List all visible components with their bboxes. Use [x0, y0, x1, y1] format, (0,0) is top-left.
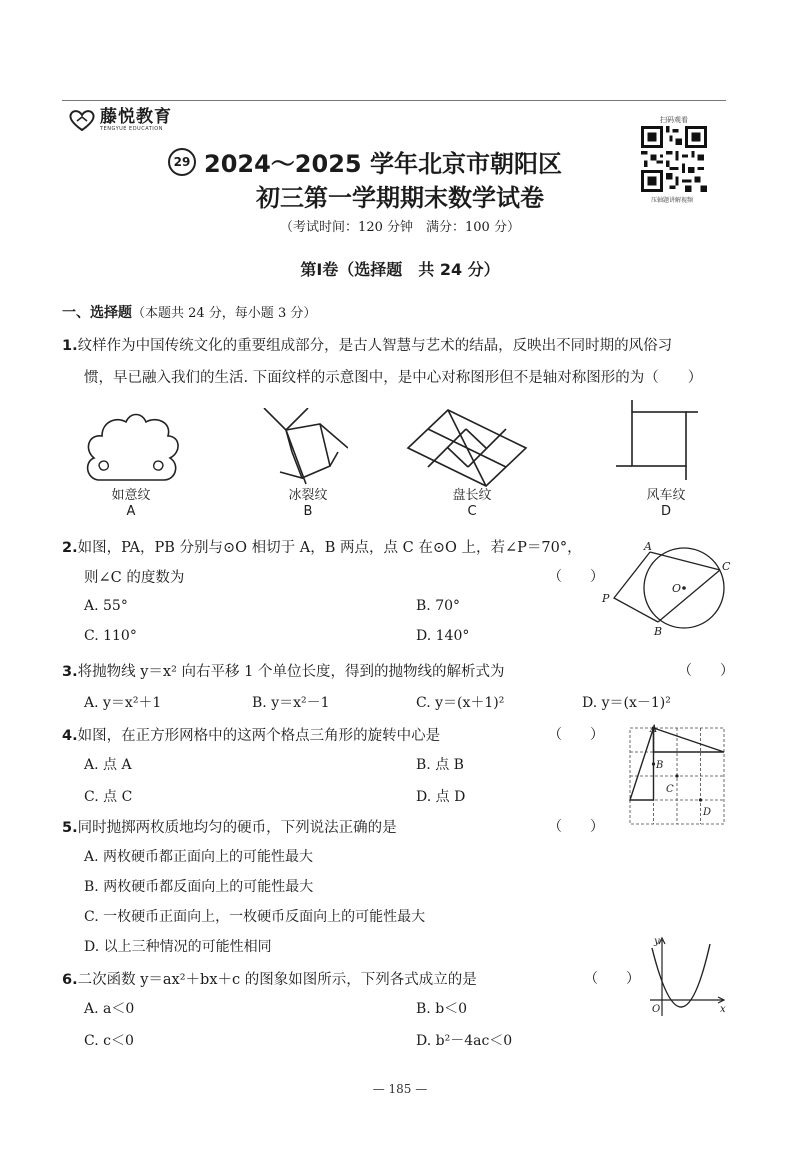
q5-answer-blank[interactable]: （ ）	[548, 819, 604, 835]
q1-line-1	[62, 334, 672, 355]
q2-option-a[interactable]: A. 55°	[84, 598, 128, 614]
q3-answer-blank[interactable]: （ ）	[678, 663, 734, 679]
fig4-label-a: A	[650, 724, 658, 735]
q6-option-a[interactable]: A. a＜0	[84, 1001, 135, 1017]
page-number: — 185 —	[372, 1082, 428, 1096]
fig6-label-y: y	[654, 936, 660, 947]
q5-option-c[interactable]: C. 一枚硬币正面向上，一枚硬币反面向上的可能性最大	[84, 909, 426, 925]
ice-crack-pattern-figure	[262, 408, 348, 488]
fig6-label-o: O	[652, 1004, 661, 1015]
q3-number: 3.	[62, 664, 78, 680]
q4-option-c[interactable]: C. 点 C	[84, 789, 133, 805]
q5-line-1	[62, 816, 397, 837]
caption-a-name: 如意纹	[111, 488, 151, 503]
fig2-label-o: O	[672, 582, 682, 595]
q3-option-b[interactable]: B. y＝x²－1	[252, 695, 330, 711]
q6-answer-blank[interactable]: （ ）	[584, 971, 640, 987]
q6-option-b[interactable]: B. b＜0	[416, 1001, 468, 1017]
q2-answer-blank[interactable]: （ ）	[548, 569, 604, 585]
q2-option-b[interactable]: B. 70°	[416, 598, 461, 614]
q2-number: 2.	[62, 540, 78, 556]
option-a-caption	[91, 488, 171, 520]
q1-text-1: 纹样作为中国传统文化的重要组成部分，是古人智慧与艺术的结晶，反映出不同时期的风俗习	[77, 338, 673, 354]
option-c-caption	[432, 488, 512, 520]
circle-tangent-figure	[600, 538, 734, 638]
heart-logo-icon	[68, 109, 96, 131]
qr-top-caption: 扫码观看	[660, 116, 688, 124]
q4-option-d[interactable]: D. 点 D	[416, 789, 466, 805]
fig2-label-b: B	[654, 625, 663, 638]
fig4-label-d: D	[703, 807, 712, 818]
q4-option-b[interactable]: B. 点 B	[416, 757, 464, 773]
pinwheel-pattern-figure	[616, 398, 698, 482]
fig4-label-b: B	[656, 760, 664, 771]
q4-option-a[interactable]: A. 点 A	[84, 757, 132, 773]
q6-line-1	[62, 968, 477, 989]
q2-text-1: 如图，PA，PB 分别与⊙O 相切于 A，B 两点，点 C 在⊙O 上，若∠P＝70°，	[77, 540, 582, 556]
q6-option-d[interactable]: D. b²－4ac＜0	[416, 1033, 513, 1049]
option-d-caption	[626, 488, 706, 520]
logo-subtitle: TENGYUE EDUCATION	[100, 126, 163, 132]
title-line-2	[0, 178, 800, 213]
q2-option-d[interactable]: D. 140°	[416, 628, 470, 644]
title-text-1: 2024～2025 学年北京市朝阳区	[204, 150, 562, 178]
q4-line-1	[62, 724, 440, 745]
title-line-1	[168, 144, 568, 179]
caption-c-letter: C	[467, 504, 477, 519]
q6-number: 6.	[62, 972, 78, 988]
grid-triangles-figure	[628, 724, 728, 828]
panchang-pattern-figure	[404, 408, 530, 488]
caption-a-letter: A	[126, 504, 136, 519]
qr-bottom-caption: 压轴题讲解视频	[650, 197, 693, 204]
q3-option-d[interactable]: D. y＝(x－1)²	[582, 695, 671, 711]
q5-option-a[interactable]: A. 两枚硬币都正面向上的可能性最大	[84, 849, 314, 865]
q5-text-1: 同时抛掷两枚质地均匀的硬币，下列说法正确的是	[77, 820, 397, 836]
publisher-logo	[68, 108, 172, 132]
q3-text-1: 将抛物线 y＝x² 向右平移 1 个单位长度，得到的抛物线的解析式为	[77, 664, 505, 680]
caption-b-name: 冰裂纹	[288, 488, 328, 503]
fig2-label-p: P	[602, 592, 610, 605]
option-b-caption	[268, 488, 348, 520]
caption-c-name: 盘长纹	[452, 488, 492, 503]
q3-option-a[interactable]: A. y＝x²＋1	[84, 695, 162, 711]
section-note: （本题共 24 分，每小题 3 分）	[132, 306, 317, 321]
q6-text-1: 二次函数 y＝ax²＋bx＋c 的图象如图所示，下列各式成立的是	[77, 972, 477, 988]
fig4-label-c: C	[666, 784, 674, 795]
q1-text-2: 惯，早已融入我们的生活. 下面纹样的示意图中，是中心对称图形但不是轴对称图形的为（ ）	[84, 370, 703, 386]
q5-number: 5.	[62, 820, 78, 836]
q4-number: 4.	[62, 728, 78, 744]
caption-d-letter: D	[660, 504, 671, 519]
logo-name: 藤悦教育	[100, 107, 172, 127]
paper-number-badge: 29	[168, 148, 196, 176]
ruyi-pattern-figure	[80, 408, 182, 488]
q4-answer-blank[interactable]: （ ）	[548, 727, 604, 743]
header-rule	[62, 100, 726, 101]
q2-text-2: 则∠C 的度数为	[84, 570, 185, 586]
q1-number: 1.	[62, 338, 78, 354]
q3-line-1	[62, 660, 504, 681]
q5-option-d[interactable]: D. 以上三种情况的可能性相同	[84, 939, 272, 955]
caption-d-name: 风车纹	[646, 488, 686, 503]
section-heading	[62, 302, 316, 322]
fig6-label-x: x	[720, 1004, 726, 1015]
parabola-graph-figure	[644, 934, 728, 1018]
exam-info: （考试时间：120 分钟 满分：100 分）	[280, 220, 520, 235]
q5-option-b[interactable]: B. 两枚硬币都反面向上的可能性最大	[84, 879, 314, 895]
part-heading: 第Ⅰ卷（选择题 共 24 分）	[300, 260, 500, 279]
section-title: 一、选择题	[62, 305, 132, 321]
fig2-label-c: C	[722, 560, 731, 573]
title-text-2: 初三第一学期期末数学试卷	[256, 184, 544, 212]
q4-text-1: 如图，在正方形网格中的这两个格点三角形的旋转中心是	[77, 728, 441, 744]
q2-option-c[interactable]: C. 110°	[84, 628, 137, 644]
q6-option-c[interactable]: C. c＜0	[84, 1033, 134, 1049]
q3-option-c[interactable]: C. y＝(x＋1)²	[416, 695, 505, 711]
caption-b-letter: B	[303, 504, 313, 519]
fig2-label-a: A	[644, 540, 652, 553]
q2-line-1	[62, 536, 582, 557]
